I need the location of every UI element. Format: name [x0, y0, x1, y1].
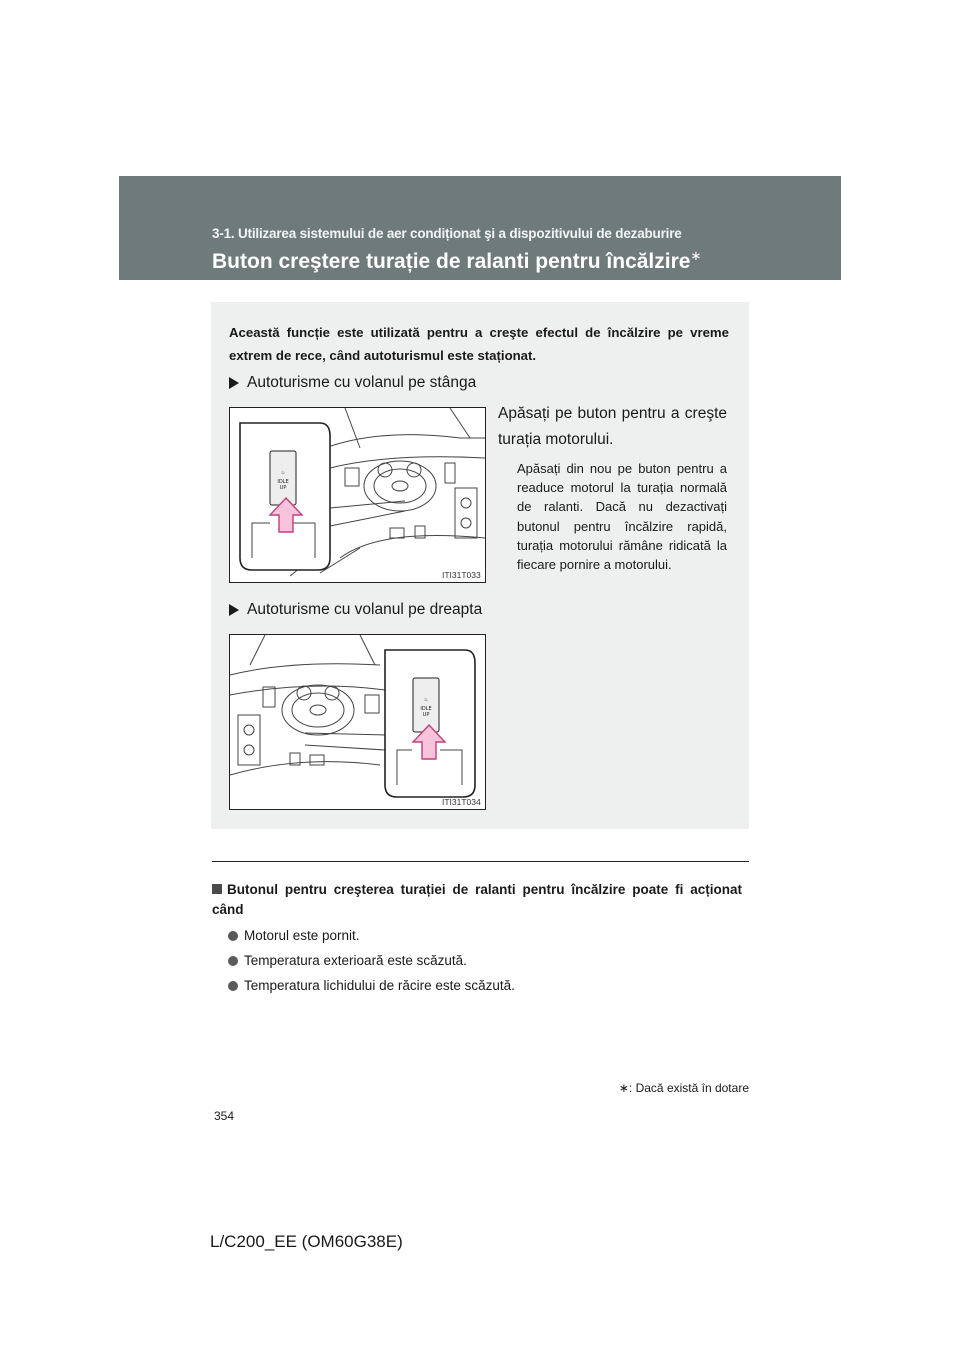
list-item: [228, 928, 360, 943]
square-bullet-icon: [212, 884, 222, 894]
list-item: [228, 953, 467, 968]
footnote: [586, 1081, 749, 1095]
circle-bullet-icon: [228, 931, 238, 941]
svg-text:♨: ♨: [280, 470, 286, 476]
dashboard-illustration-lhd: [230, 408, 485, 582]
divider: [212, 861, 749, 862]
release-note: Apăsați din nou pe buton pentru a readuce motorul la turația normală de ralanti. Dacă nu dezactivați butonul pentru încălzire rapidă, turația motorului rămâne ridicată la fiecare pornire a motorului.: [517, 461, 727, 573]
conditions-heading: [212, 880, 742, 920]
list-item-text: Motorul este pornit.: [244, 928, 360, 943]
right-hand-drive-heading: [229, 601, 482, 619]
page-number: 354: [214, 1109, 235, 1123]
list-item-text: Temperatura exterioară este scăzută.: [244, 953, 467, 968]
page-title-text: Buton creştere turație de ralanti pentru încălzire: [212, 250, 691, 273]
asterisk-icon: ∗: [618, 1081, 629, 1095]
left-hand-drive-label: Autoturisme cu volanul pe stânga: [247, 374, 477, 391]
figure-left-hand-drive: [229, 407, 486, 583]
idle-up-label-2: UP: [422, 712, 430, 718]
idle-up-label-2: UP: [279, 485, 287, 491]
right-hand-drive-label: Autoturisme cu volanul pe dreapta: [247, 601, 483, 618]
figure-right-hand-drive: [229, 634, 486, 810]
left-hand-drive-heading: [229, 374, 476, 392]
press-instruction: Apăsați pe buton pentru a creşte turația motorului.: [498, 405, 727, 448]
triangle-bullet-icon: [229, 604, 239, 616]
figure-id-2: ITI31T034: [442, 797, 481, 807]
footnote-text: : Dacă există în dotare: [628, 1081, 749, 1095]
triangle-bullet-icon: [229, 377, 239, 389]
section-title: 3-1. Utilizarea sistemului de aer condiționat şi a dispozitivului de dezaburire: [212, 226, 682, 241]
svg-text:♨: ♨: [423, 697, 429, 703]
dashboard-illustration-rhd: [230, 635, 485, 809]
conditions-heading-text: Butonul pentru creşterea turației de ralanti pentru încălzire poate fi acționat când: [212, 882, 742, 917]
figure-id-1: ITI31T033: [442, 570, 481, 580]
document-code: L/C200_EE (OM60G38E): [210, 1232, 403, 1251]
availability-mark: ∗: [690, 248, 702, 263]
circle-bullet-icon: [228, 981, 238, 991]
page-title: [212, 250, 701, 274]
list-item-text: Temperatura lichidului de răcire este scăzută.: [244, 978, 515, 993]
idle-up-label-1: IDLE: [420, 706, 432, 712]
circle-bullet-icon: [228, 956, 238, 966]
list-item: [228, 978, 515, 993]
intro-text: Această funcție este utilizată pentru a creşte efectul de încălzire pe vreme extrem de rece, când autoturismul este staționat.: [229, 325, 729, 363]
idle-up-label-1: IDLE: [277, 479, 289, 485]
